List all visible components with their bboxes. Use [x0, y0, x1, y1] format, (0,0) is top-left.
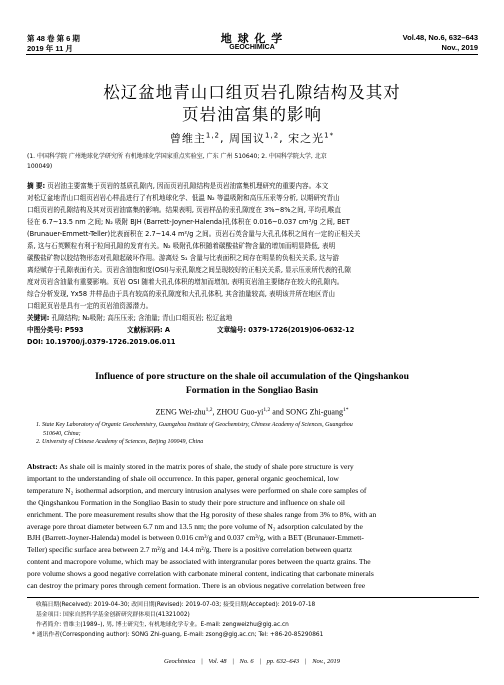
abstract-zh-line: 口组页岩的孔隙结构及其对页岩油富集的影响。结果表明, 页岩样品的汞孔隙度在 3%~8%之间, 平均孔喉直 [27, 206, 341, 214]
affiliation-zh-line1: (1. 中国科学院 广州地球化学研究所 有机地球化学国家重点实验室, 广东 广州 510640; 2. 中国科学院大学, 北京 [27, 153, 327, 160]
header-date-en: Nov., 2019 [441, 43, 478, 52]
abstract-en-line: As shale oil is mainly stored in the matrix pores of shale, the study of shale pore structure is very [59, 462, 354, 471]
title-en-line2: Formation in the Songliao Basin [185, 385, 319, 396]
abstract-en-label: Abstract: [27, 462, 58, 471]
abstract-zh-line: 对松辽盆地青山口组页岩岩心样品进行了有机地球化学、低温 N₂ 等温吸附和高压压汞等分析, 以期研究青山 [27, 194, 340, 202]
title-en-line1: Influence of pore structure on the shale oil accumulation of the Qingshankou [95, 371, 409, 382]
doi: DOI: 10.19700/j.0379-1726.2019.06.011 [27, 338, 176, 346]
authors-zh: 曾维主$^{1,2}$, 周国议$^{1,2}$, 宋之光$^{1*}$ [169, 131, 335, 145]
author-en-2-aff: 1,2 [263, 407, 271, 413]
abstract-en-line: temperature N₂ isothermal adsorption, and mercury intrusion analyses were performed on shale core samples of [27, 485, 367, 495]
footnotes [32, 600, 476, 640]
abstract-zh-line: (Brunauer-Emmett-Teller)比表面积在 2.7~14.4 m²/g 之间。页岩石英含量与大孔孔体积之间有一定的正相关关 [27, 230, 361, 238]
abstract-en-line: Teller) specific surface area between 2.7 m²/g and 14.4 m²/g. There is a positive correlation between quartz [27, 545, 353, 555]
footnote-received: 收稿日期(Received): 2019-04-30; 改回日期(Revised): 2019-07-03; 接受日期(Accepted): 2019-07-18 [36, 602, 316, 608]
affiliation-en-line1: 1. State Key Laboratory of Organic Geochemistry, Guangzhou Institute of Geochemistry, Chinese Academy of Sciences, Guangzhou [36, 422, 353, 428]
author-zh-2: 周国议 [229, 132, 266, 145]
title-zh-line1: 松辽盆地青山口组页岩孔隙结构及其对 [103, 83, 401, 102]
footnote-corresponding: * 通讯作者(Corresponding author): SONG Zhi-guang, E-mail: zsong@gig.ac.cn; Tel: +86-20-85290861 [32, 632, 324, 638]
author-separator: , [212, 407, 217, 417]
abstract-en-line: important to the understanding of shale oil occurrence. In this paper, general organic geochemical, low [27, 473, 339, 483]
abstract-en-line: average pore throat diameter between 6.7 nm and 13.5 nm; the pore volume of N₂ adsorption calculated by the [27, 521, 363, 531]
author-zh-1-aff: 1,2 [205, 131, 221, 140]
author-en-3-aff: 1* [342, 407, 349, 413]
affiliation-zh [27, 152, 479, 171]
abstract-zh [27, 180, 479, 348]
keywords-zh: 孔隙结构; N₂吸附; 高压压汞; 含油量; 青山口组页岩; 松辽盆地 [51, 314, 233, 322]
classification-zh [27, 324, 479, 336]
abstract-zh-line: 径在 6.7~13.5 nm 之间; N₂ 吸附 BJH (Barrett-Joyner-Halenda)孔体积在 0.016~0.037 cm³/g 之间, BET [27, 218, 350, 226]
article-number: 文章编号: 0379-1726(2019)06-0632-12 [217, 326, 355, 334]
author-zh-1: 曾维主 [169, 132, 206, 145]
journal-logo-zh: 地 球 化 学 [220, 32, 284, 45]
keywords-zh-label: 关键词: [27, 314, 50, 322]
document-code: 文献标识码: A [127, 326, 171, 334]
author-zh-2-aff: 1,2 [265, 131, 280, 140]
abstract-zh-line: 度对页岩含油量有重要影响。页岩 OSI 随着大孔孔体积的增加而增加, 表明页岩油主要储存在较大的孔隙内。 [27, 278, 344, 286]
abstract-zh-line: 口组泥页岩是具有一定的页岩油资源潜力。 [27, 302, 153, 310]
abstract-en-line: pore volume shows a good negative correlation with carbonate mineral content, indicating that carbonate minerals [27, 569, 374, 579]
affiliation-zh-line2: 100049) [27, 162, 53, 170]
footer-volume: Vol. 48 [208, 658, 227, 665]
abstract-zh-line: 综合分析发现, Yx58 井样品由于具有较高的汞孔隙度和大孔孔体积, 其含油量较高, 表明该井所在地区青山 [27, 290, 335, 298]
abstract-en-line: content and macropore volume, which may be associated with intergranular pores between the quartz grains. The [27, 557, 371, 567]
footer-date: Nov., 2019 [312, 658, 341, 665]
affiliation-en-line2: 510640, China; [43, 430, 81, 437]
footer-pages: pp. 632–643 [266, 658, 300, 665]
author-en-2: ZHOU Guo-yi [216, 407, 264, 417]
author-zh-3-aff: 1* [324, 131, 335, 140]
author-separator: and [270, 407, 286, 417]
footnote-author-bio: 作者简介: 曾维主(1989–), 男, 博士研究生, 有机地球化学专业。E-mail: zengweizhu@gig.ac.cn [36, 622, 289, 628]
author-zh-3: 宋之光 [288, 132, 325, 145]
footer-journal: Geochimica [163, 658, 196, 665]
footnote-fund: 基金项目: 国家自然科学基金创新研究群体项目(41321002) [36, 612, 190, 618]
abstract-zh-line: 页岩油主要富集于页岩的基质孔隙内, 因而页岩孔隙结构是页岩油富集机理研究的重要内容。本文 [47, 182, 329, 190]
authors-en [0, 407, 504, 417]
abstract-zh-label: 摘 要: [27, 182, 46, 190]
abstract-zh-line: 碳酸盐矿物以胶结物形态对孔隙起破坏作用。游离烃 S₁ 含量与比表面积之间存在明显的负相关关系, 这与游 [27, 254, 339, 262]
abstract-en-line: can destroy the primary pores through cement formation. There is an obvious negative correlation between free [27, 581, 366, 591]
author-en-1: ZENG Wei-zhu [155, 407, 206, 417]
affiliation-en [36, 421, 476, 447]
page-footer: Geochimica | Vol. 48 | No. 6 | pp. 632–643 | Nov., 2019 [163, 658, 341, 665]
abstract-zh-line: 系, 这与石英颗粒有利于粒间孔隙的发育有关。N₂ 吸附孔体积随着碳酸盐矿物含量的增加而明显降低, 表明 [27, 242, 336, 250]
abstract-en-line: enrichment. The pore measurement results show that the Hg porosity of these shales range from 3% to 8%, with an [27, 509, 377, 519]
abstract-en-line: BJH (Barrett-Joyner-Halenda) model is between 0.016 cm³/g and 0.037 cm³/g, with a BET (Brunauer-Emmett- [27, 533, 364, 543]
header-date-zh: 2019 年 11 月 [27, 44, 73, 53]
header-volume-zh: 第 48 卷 第 6 期 [27, 34, 80, 43]
journal-name-en: GEOCHIMICA [229, 44, 275, 51]
footnote-rule [27, 597, 479, 598]
author-en-1-aff: 1,2 [205, 407, 213, 413]
clc-code: 中图分类号: P593 [27, 326, 84, 334]
author-en-3: SONG Zhi-guang [285, 407, 343, 417]
abstract-en-line: the Qingshankou Formation in the Songliao Basin to study their pore structure and influence on shale oil [27, 497, 346, 507]
header-volume-en: Vol.48, No.6, 632–643 [402, 33, 478, 42]
title-zh-line2: 页岩油富集的影响 [182, 105, 322, 124]
affiliation-en-line3: 2. University of Chinese Academy of Sciences, Beijing 100049, China [36, 439, 204, 445]
header-rule [26, 54, 478, 55]
footer-issue: No. 6 [239, 658, 254, 665]
abstract-en [27, 461, 479, 592]
abstract-zh-line: 离烃赋存于孔隙表面有关。页岩含油饱和度(OSI)与汞孔隙度之间呈现较好的正相关关系, 显示压汞所代表的孔隙 [27, 266, 351, 274]
